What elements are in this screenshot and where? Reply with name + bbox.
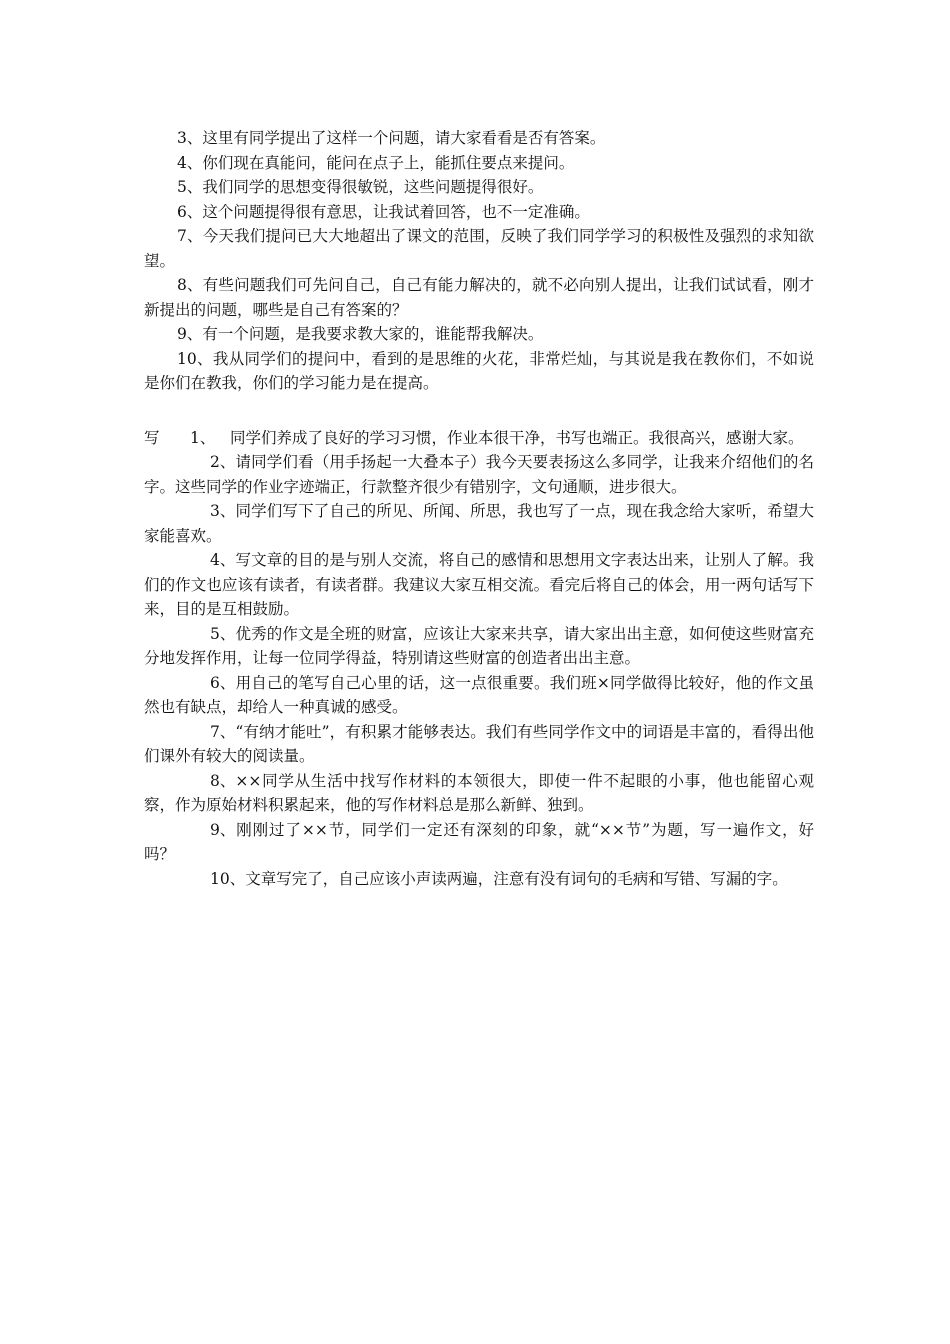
ask-item: 3、这里有同学提出了这样一个问题，请大家看看是否有答案。: [177, 129, 606, 147]
item-number: 5、: [210, 624, 236, 643]
write-item: [144, 769, 814, 818]
item-text: 同学们养成了良好的学习习惯，作业本很干净，书写也端正。我很高兴，感谢大家。: [230, 428, 804, 447]
item-text: 刚刚过了××节，同学们一定还有深刻的印象，就“××节”为题，写一遍作文，好吗？: [144, 820, 814, 863]
document-body: [144, 126, 814, 891]
ask-item: 4、你们现在真能问，能问在点子上，能抓住要点来提问。: [177, 153, 575, 172]
item-number: 9、: [210, 820, 236, 839]
ask-item: 10、我从同学们的提问中，看到的是思维的火花，非常烂灿，与其说是我在教你们，不如说是你们在教我，你们的学习能力是在提高。: [144, 349, 814, 392]
section-gap: [144, 396, 814, 426]
ask-item: 7、今天我们提问已大大地超出了课文的范围，反映了我们同学学习的积极性及强烈的求知欲望。: [144, 227, 814, 270]
item-number: 2、: [210, 453, 236, 471]
item-text: 请同学们看（用手扬起一大叠本子）我今天要表扬这么多同学，让我来介绍他们的名字。这些同学的作业字迹端正，行款整齐很少有错别字，文句通顺，进步很大。: [144, 453, 814, 496]
item-text: 同学们写下了自己的所见、所闻、所思，我也写了一点，现在我念给大家听，希望大家能喜欢。: [144, 502, 814, 545]
item-text: ××同学从生活中找写作材料的本领很大，即使一件不起眼的小事，他也能留心观察，作为原始材料积累起来，他的写作材料总是那么新鲜、独到。: [144, 771, 814, 814]
write-item: [144, 499, 814, 548]
write-item: [144, 818, 814, 867]
item-number: 10、: [210, 869, 246, 888]
write-item: [144, 622, 814, 671]
write-item: [144, 671, 814, 720]
write-section-heading: 写: [144, 428, 160, 447]
ask-item: 9、有一个问题，是我要求教大家的，谁能帮我解决。: [177, 325, 544, 343]
item-text: 文章写完了，自己应该小声读两遍，注意有没有词句的毛病和写错、写漏的字。: [245, 869, 788, 888]
write-item: [144, 450, 814, 499]
write-item: [144, 867, 814, 892]
item-number: 4、: [210, 551, 236, 569]
item-text: 优秀的作文是全班的财富，应该让大家来共享，请大家出出主意，如何使这些财富充分地发挥作用，让每一位同学得益，特别请这些财富的创造者出出主意。: [144, 624, 814, 667]
item-text: 写文章的目的是与别人交流，将自己的感情和思想用文字表达出来，让别人了解。我们的作文也应该有读者，有读者群。我建议大家互相交流。看完后将自己的体会，用一两句话写下来，目的是互相鼓励。: [144, 551, 814, 618]
ask-item: 8、有些问题我们可先问自己，自己有能力解决的，就不必向别人提出，让我们试试看，刚才新提出的问题，哪些是自己有答案的？: [144, 276, 814, 319]
write-item: [144, 426, 814, 451]
ask-item: 6、这个问题提得很有意思，让我试着回答，也不一定准确。: [177, 202, 590, 221]
write-item: [144, 720, 814, 769]
ask-item: 5、我们同学的思想变得很敏锐，这些问题提得很好。: [177, 178, 544, 196]
item-number: 1、: [190, 428, 216, 447]
item-number: 8、: [210, 771, 236, 790]
item-number: 7、: [210, 722, 236, 741]
item-text: 用自己的笔写自己心里的话，这一点很重要。我们班×同学做得比较好，他的作文虽然也有缺点，却给人一种真诚的感受。: [144, 673, 814, 716]
item-number: 3、: [210, 502, 236, 520]
item-number: 6、: [210, 673, 236, 692]
write-item: [144, 548, 814, 622]
item-text: “有纳才能吐”，有积累才能够表达。我们有些同学作文中的词语是丰富的，看得出他们课外有较大的阅读量。: [144, 722, 814, 765]
